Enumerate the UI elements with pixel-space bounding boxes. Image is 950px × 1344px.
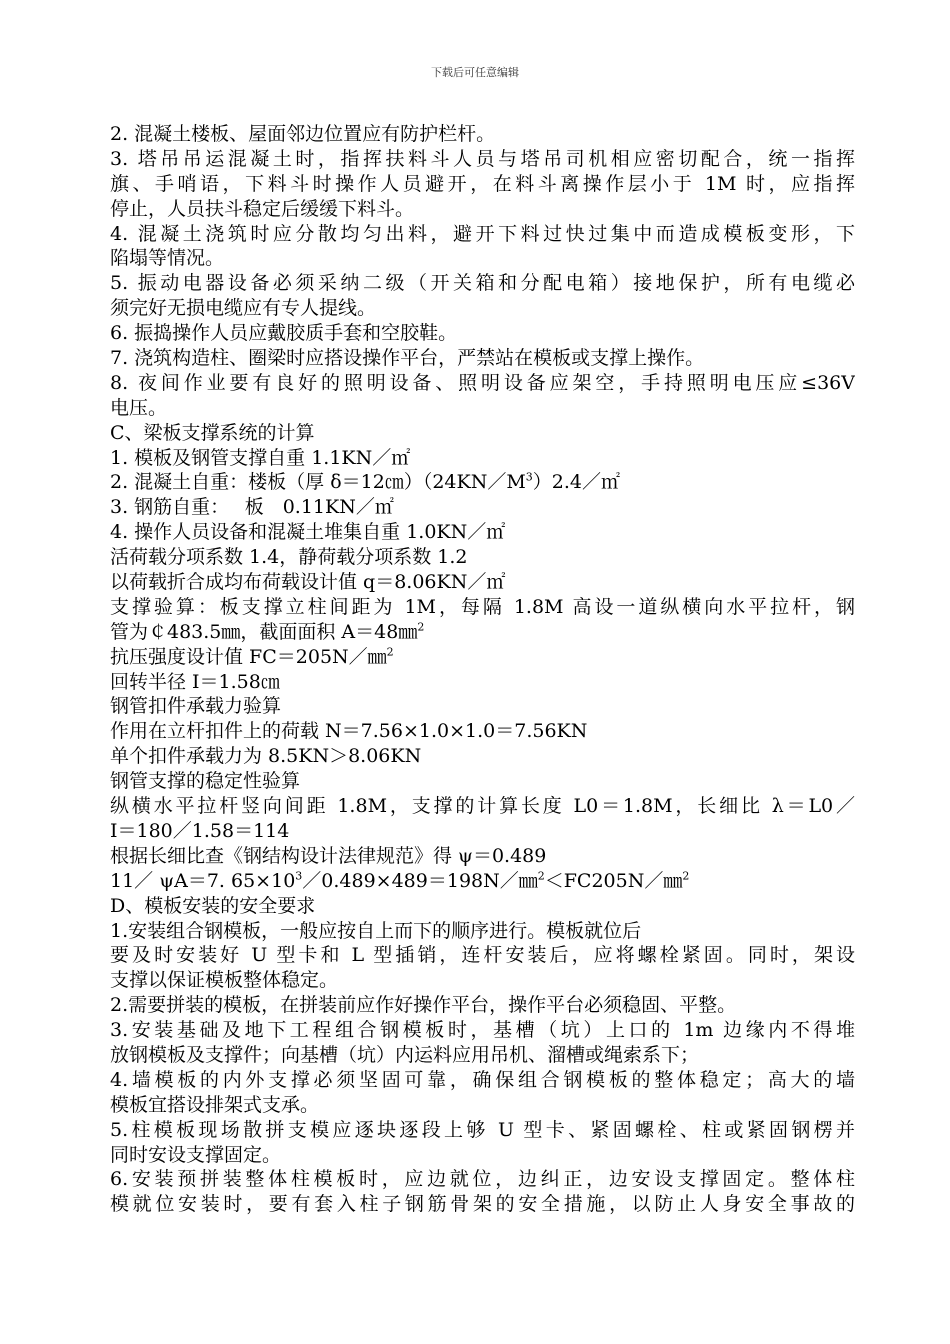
text-line — [110, 446, 855, 471]
line-text: 停止，人员扶斗稳定后缓缓下料斗。 — [110, 197, 415, 220]
line-text: 3. 钢筋自重： 板 0.11KN／㎡ — [110, 496, 394, 519]
line-text: 2.需要拼装的模板，在拼装前应作好操作平台，操作平台必须稳固、平整。 — [110, 994, 737, 1017]
line-text: 7. 浇筑构造柱、圈梁时应搭设操作平台，严禁站在模板或支撑上操作。 — [110, 347, 705, 370]
line-text: 6. 振捣操作人员应戴胶质手套和空胶鞋。 — [110, 322, 458, 345]
line-text: 管为￠483.5㎜，截面面积 A＝48㎜ — [110, 620, 418, 643]
line-text: 活荷载分项系数 1.4，静荷载分项系数 1.2 — [110, 546, 468, 569]
line-text: 1. 模板及钢管支撑自重 1.1KN／㎡ — [110, 446, 411, 469]
text-line — [110, 744, 855, 769]
line-text: 支撑验算：板支撑立柱间距为 1M，每隔 1.8M 高设一道纵横向水平拉杆，钢 — [110, 595, 855, 618]
line-text: 4.墙模板的内外支撑必须坚固可靠，确保组合钢模板的整体稳定；高大的墙 — [110, 1068, 855, 1091]
text-line — [110, 222, 855, 247]
line-text: ／0.489×489＝198N／㎜ — [302, 869, 538, 892]
text-line — [110, 844, 855, 869]
line-text: 支撑以保证模板整体稳定。 — [110, 969, 339, 992]
text-line — [110, 645, 855, 670]
line-text: 5.柱模板现场散拼支模应逐块逐段上够 U 型卡、紧固螺栓、柱或紧固钢楞并 — [110, 1118, 855, 1141]
text-line — [110, 769, 855, 794]
text-line — [110, 296, 855, 321]
line-text: 作用在立杆扣件上的荷载 N＝7.56×1.0×1.0＝7.56KN — [110, 720, 588, 743]
text-line — [110, 670, 855, 695]
line-text: 电压。 — [110, 396, 168, 419]
line-text: 模板宜搭设排架式支承。 — [110, 1093, 320, 1116]
text-line — [110, 1143, 855, 1168]
superscript: 2 — [417, 620, 425, 634]
line-text: 钢管支撑的稳定性验算 — [110, 770, 301, 793]
line-text: 陷塌等情况。 — [110, 247, 225, 270]
superscript: 2 — [386, 645, 394, 659]
text-line — [110, 620, 855, 645]
text-line — [110, 421, 855, 446]
line-text: ＜FC205N／㎜ — [544, 869, 683, 892]
text-line — [110, 894, 855, 919]
text-line — [110, 147, 855, 172]
text-line — [110, 545, 855, 570]
text-line — [110, 197, 855, 222]
text-line — [110, 122, 855, 147]
line-text: 2. 混凝土自重：楼板（厚 δ＝12㎝）（24KN／M — [110, 471, 526, 494]
text-line — [110, 271, 855, 296]
text-line — [110, 1043, 855, 1068]
superscript: 2 — [537, 869, 545, 883]
line-text: 1.安装组合钢模板，一般应按自上而下的顺序进行。模板就位后 — [110, 919, 642, 942]
line-text: 须完好无损电缆应有专人提线。 — [110, 297, 377, 320]
text-line — [110, 1018, 855, 1043]
page-header: 下载后可任意编辑 — [431, 66, 519, 79]
line-text: 放钢模板及支撑件；向基槽（坑）内运料应用吊机、溜槽或绳索系下； — [110, 1043, 700, 1066]
line-text: I＝180／1.58＝114 — [110, 819, 290, 842]
line-text: 11／ ψA＝7. 65×10 — [110, 869, 296, 892]
text-line — [110, 869, 855, 894]
line-text: 要及时安装好 U 型卡和 L 型插销，连杆安装后，应将螺栓紧固。同时，架设 — [110, 944, 855, 967]
text-line — [110, 919, 855, 944]
line-text: 以荷载折合成均布荷载设计值 q＝8.06KN／㎡ — [110, 571, 506, 594]
line-text: 同时安设支撑固定。 — [110, 1143, 282, 1166]
text-line — [110, 819, 855, 844]
text-line — [110, 371, 855, 396]
line-text: ）2.4／㎡ — [532, 471, 620, 494]
text-line — [110, 321, 855, 346]
line-text: D、模板安装的安全要求 — [110, 894, 316, 917]
line-text: 3. 塔吊吊运混凝土时，指挥扶料斗人员与塔吊司机相应密切配合，统一指挥 — [110, 147, 855, 170]
text-line — [110, 719, 855, 744]
text-line — [110, 396, 855, 421]
line-text: 3.安装基础及地下工程组合钢模板时，基槽（坑）上口的 1m 边缘内不得堆 — [110, 1019, 855, 1042]
line-text: C、梁板支撑系统的计算 — [110, 421, 315, 444]
text-line — [110, 246, 855, 271]
superscript: 3 — [525, 471, 533, 485]
text-line — [110, 794, 855, 819]
line-text: 模就位安装时，要有套入柱子钢筋骨架的安全措施，以防止人身安全事故的 — [110, 1193, 855, 1216]
line-text: 5. 振动电器设备必须采纳二级（开关箱和分配电箱）接地保护，所有电缆必 — [110, 272, 855, 295]
text-line — [110, 495, 855, 520]
line-text: 4. 混凝土浇筑时应分散均匀出料，避开下料过快过集中而造成模板变形，下 — [110, 222, 855, 245]
text-line — [110, 172, 855, 197]
line-text: 纵横水平拉杆竖向间距 1.8M，支撑的计算长度 L0＝1.8M，长细比 λ＝L0／ — [110, 795, 855, 818]
line-text: 钢管扣件承载力验算 — [110, 695, 282, 718]
text-line — [110, 968, 855, 993]
text-line — [110, 1167, 855, 1192]
text-line — [110, 570, 855, 595]
text-line — [110, 1068, 855, 1093]
document-body — [110, 122, 855, 1217]
text-line — [110, 470, 855, 495]
line-text: 8. 夜间作业要有良好的照明设备、照明设备应架空，手持照明电压应≤36V — [110, 371, 855, 394]
text-line — [110, 1118, 855, 1143]
line-text: 抗压强度设计值 FC＝205N／㎜ — [110, 645, 387, 668]
text-line — [110, 943, 855, 968]
line-text: 2. 混凝土楼板、屋面邻边位置应有防护栏杆。 — [110, 123, 496, 145]
superscript: 2 — [682, 869, 690, 883]
text-line — [110, 694, 855, 719]
line-text: 4. 操作人员设备和混凝土堆集自重 1.0KN／㎡ — [110, 521, 506, 544]
text-line — [110, 520, 855, 545]
line-text: 根据长细比查《钢结构设计法律规范》得 ψ＝0.489 — [110, 844, 547, 867]
line-text: 单个扣件承载力为 8.5KN＞8.06KN — [110, 745, 422, 768]
text-line — [110, 346, 855, 371]
superscript: 3 — [295, 869, 303, 883]
line-text: 回转半径 I＝1.58㎝ — [110, 670, 280, 693]
text-line — [110, 1192, 855, 1217]
text-line — [110, 1093, 855, 1118]
text-line — [110, 993, 855, 1018]
line-text: 6.安装预拼装整体柱模板时，应边就位，边纠正，边安设支撑固定。整体柱 — [110, 1168, 855, 1191]
line-text: 旗、手哨语，下料斗时操作人员避开，在料斗离操作层小于 1M 时，应指挥 — [110, 172, 855, 195]
text-line — [110, 595, 855, 620]
